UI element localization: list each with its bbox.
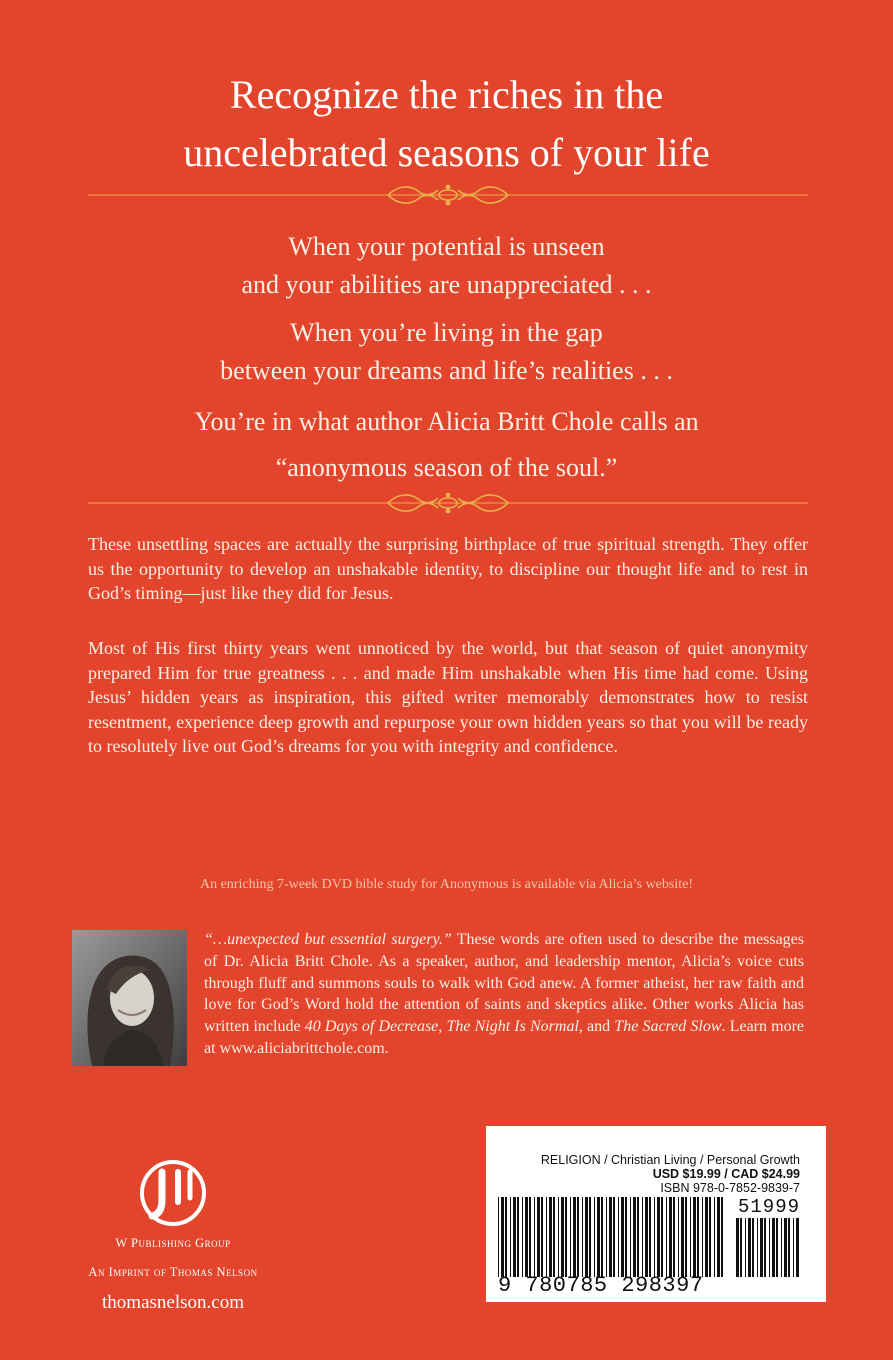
- barcode-bar: [637, 1197, 639, 1283]
- bio-sep-1: ,: [438, 1018, 447, 1036]
- barcode-bar: [736, 1218, 739, 1284]
- bio-quote: “…unexpected but essential surgery.”: [204, 931, 452, 948]
- bio-book-1: 40 Days of Decrease: [304, 1018, 439, 1036]
- publisher-website: thomasnelson.com: [102, 1292, 244, 1313]
- barcode-bar: [501, 1197, 504, 1283]
- barcode-bar: [553, 1197, 555, 1283]
- barcode-bar: [609, 1197, 612, 1283]
- barcode-bar: [606, 1197, 607, 1283]
- barcode-bar: [649, 1197, 651, 1283]
- headline-line-1: Recognize the riches in the: [229, 72, 664, 117]
- bio-book-2: The Night Is Normal: [446, 1018, 579, 1036]
- dvd-study-note: An enriching 7-week DVD bible study for Anonymous is available via Alicia’s website!: [199, 877, 693, 892]
- barcode-bar: [717, 1197, 720, 1283]
- barcode-bar: [541, 1197, 543, 1283]
- barcode-bar: [714, 1197, 715, 1283]
- barcode-bar: [702, 1197, 703, 1283]
- verse-1: [0, 228, 893, 304]
- barcode-bar: [549, 1197, 552, 1283]
- bio-text-2: . Learn more at www.aliciabrittchole.com.: [204, 1018, 805, 1057]
- barcode-bar: [748, 1218, 751, 1284]
- author-portrait-icon: [72, 930, 187, 1066]
- price-label: USD $19.99 / CAD $24.99: [652, 1167, 800, 1181]
- barcode-bar: [505, 1197, 507, 1283]
- barcode-bar: [740, 1218, 742, 1284]
- barcode-bar: [764, 1218, 766, 1284]
- barcode-bar: [757, 1218, 758, 1284]
- barcode-bar: [577, 1197, 579, 1283]
- barcode-bar: [525, 1197, 528, 1283]
- price-code: 51999: [737, 1196, 800, 1218]
- verse-1-line-1: When your potential is unseen: [288, 232, 605, 261]
- barcode-bar: [666, 1197, 667, 1283]
- verse-3-line-1: You’re in what author Alicia Britt Chole calls an: [194, 407, 699, 436]
- w-publishing-logo-icon: [138, 1158, 208, 1228]
- barcode-bar: [645, 1197, 648, 1283]
- publisher-imprint: An Imprint of Thomas Nelson: [88, 1265, 258, 1279]
- barcode-bar: [522, 1197, 523, 1283]
- barcode-bar: [630, 1197, 631, 1283]
- barcode-bar: [618, 1197, 619, 1283]
- barcode-bar: [796, 1218, 799, 1284]
- body-paragraph-1: These unsettling spaces are actually the surprising birthplace of true spiritual strength. They offer us the opportunity to develop an unshakable identity, to discipline our thought life and to rest in God’s timing—just like they did for Jesus.: [88, 534, 808, 604]
- barcode-bar: [565, 1197, 567, 1283]
- barcode-bar: [776, 1218, 778, 1284]
- author-bio: [204, 929, 804, 1060]
- flourish-ornament-icon: [88, 489, 808, 517]
- barcode-bar: [597, 1197, 600, 1283]
- barcode-panel: [486, 1126, 826, 1302]
- barcode-bar: [513, 1197, 516, 1283]
- verse-2-line-1: When you’re living in the gap: [290, 318, 603, 347]
- barcode-bar: [601, 1197, 603, 1283]
- bio-book-3: The Sacred Slow: [614, 1018, 722, 1036]
- barcode-bar: [745, 1218, 746, 1284]
- barcode-bar: [558, 1197, 559, 1283]
- bio-text-1: These words are often used to describe the messages of Dr. Alicia Britt Chole. As a speaker, author, and leadership mentor, Alicia’s voice cuts through fluff and summons souls to walk with God anew. A former atheist, her raw faith and love for God’s Word hold the attention of saints and skeptics alike. Other works Alicia has written include: [204, 931, 805, 1036]
- barcode-bar: [594, 1197, 595, 1283]
- barcode-bar: [784, 1218, 787, 1284]
- publisher-block: [58, 1158, 288, 1314]
- ornament-divider-top: [88, 181, 808, 209]
- barcode-bar: [585, 1197, 588, 1283]
- barcode-bar: [570, 1197, 571, 1283]
- barcode-bar: [693, 1197, 696, 1283]
- headline: [0, 66, 893, 182]
- barcode-bar: [673, 1197, 675, 1283]
- bisac-category: RELIGION / Christian Living / Personal Growth: [540, 1153, 800, 1167]
- barcode-bar: [573, 1197, 576, 1283]
- verse-2-line-2: between your dreams and life’s realities . . .: [220, 356, 673, 385]
- barcode-bar: [760, 1218, 763, 1284]
- bio-sep-2: , and: [578, 1018, 615, 1036]
- barcode-bar: [633, 1197, 636, 1283]
- barcode-bar: [690, 1197, 691, 1283]
- barcode-bar: [705, 1197, 708, 1283]
- barcode-bar: [510, 1197, 511, 1283]
- barcode-bar: [752, 1218, 754, 1284]
- barcode-bar: [788, 1218, 790, 1284]
- barcode-bar: [621, 1197, 624, 1283]
- ornament-divider-bottom: [88, 489, 808, 517]
- barcode-bar: [642, 1197, 643, 1283]
- barcode-bar: [534, 1197, 535, 1283]
- headline-line-2: uncelebrated seasons of your life: [183, 130, 710, 175]
- verse-3: [0, 399, 893, 491]
- barcode-bar: [697, 1197, 699, 1283]
- barcode-bar: [529, 1197, 531, 1283]
- barcode-bar: [709, 1197, 711, 1283]
- barcode-bar: [678, 1197, 679, 1283]
- body-paragraph-2: Most of His first thirty years went unnoticed by the world, but that season of quiet anonymity prepared Him for true greatness . . . and made Him unshakable when His time had come. Using Jesus’ hidden years as inspiration, this gifted writer memorably demonstrates how to resist resentment, experience deep growth and repurpose your own hidden years so that you will be ready to resolutely live out God’s dreams for you with integrity and confidence.: [88, 638, 808, 757]
- barcode-bar: [517, 1197, 519, 1283]
- flourish-ornament-icon: [88, 181, 808, 209]
- barcode-bar: [546, 1197, 547, 1283]
- addon-barcode: [736, 1218, 802, 1284]
- barcode-bar: [681, 1197, 684, 1283]
- barcode-bar: [685, 1197, 687, 1283]
- barcode-bar: [589, 1197, 591, 1283]
- author-photo: [72, 930, 187, 1066]
- barcode-bar: [498, 1197, 499, 1283]
- isbn-label: ISBN 978-0-7852-9839-7: [660, 1181, 800, 1195]
- verse-1-line-2: and your abilities are unappreciated . . .: [241, 270, 652, 299]
- verse-3-line-2: “anonymous season of the soul.”: [275, 453, 618, 482]
- barcode-bar: [661, 1197, 663, 1283]
- barcode-bar: [657, 1197, 660, 1283]
- barcode-bar: [772, 1218, 775, 1284]
- barcode-bar: [769, 1218, 770, 1284]
- barcode-digits: 9 780785 298397: [498, 1277, 800, 1295]
- barcode-bar: [781, 1218, 782, 1284]
- barcode-bar: [793, 1218, 794, 1284]
- barcode-bar: [537, 1197, 540, 1283]
- barcode-bar: [654, 1197, 655, 1283]
- verse-2: [0, 314, 893, 390]
- barcode-bar: [613, 1197, 615, 1283]
- barcode-bar: [669, 1197, 672, 1283]
- barcode-bar: [582, 1197, 583, 1283]
- barcode-bar: [721, 1197, 723, 1283]
- barcode-bars-icon: [498, 1197, 728, 1283]
- addon-bars-icon: [736, 1218, 802, 1284]
- publisher-name: W Publishing Group: [115, 1236, 231, 1250]
- barcode-bar: [625, 1197, 627, 1283]
- barcode-bar: [561, 1197, 564, 1283]
